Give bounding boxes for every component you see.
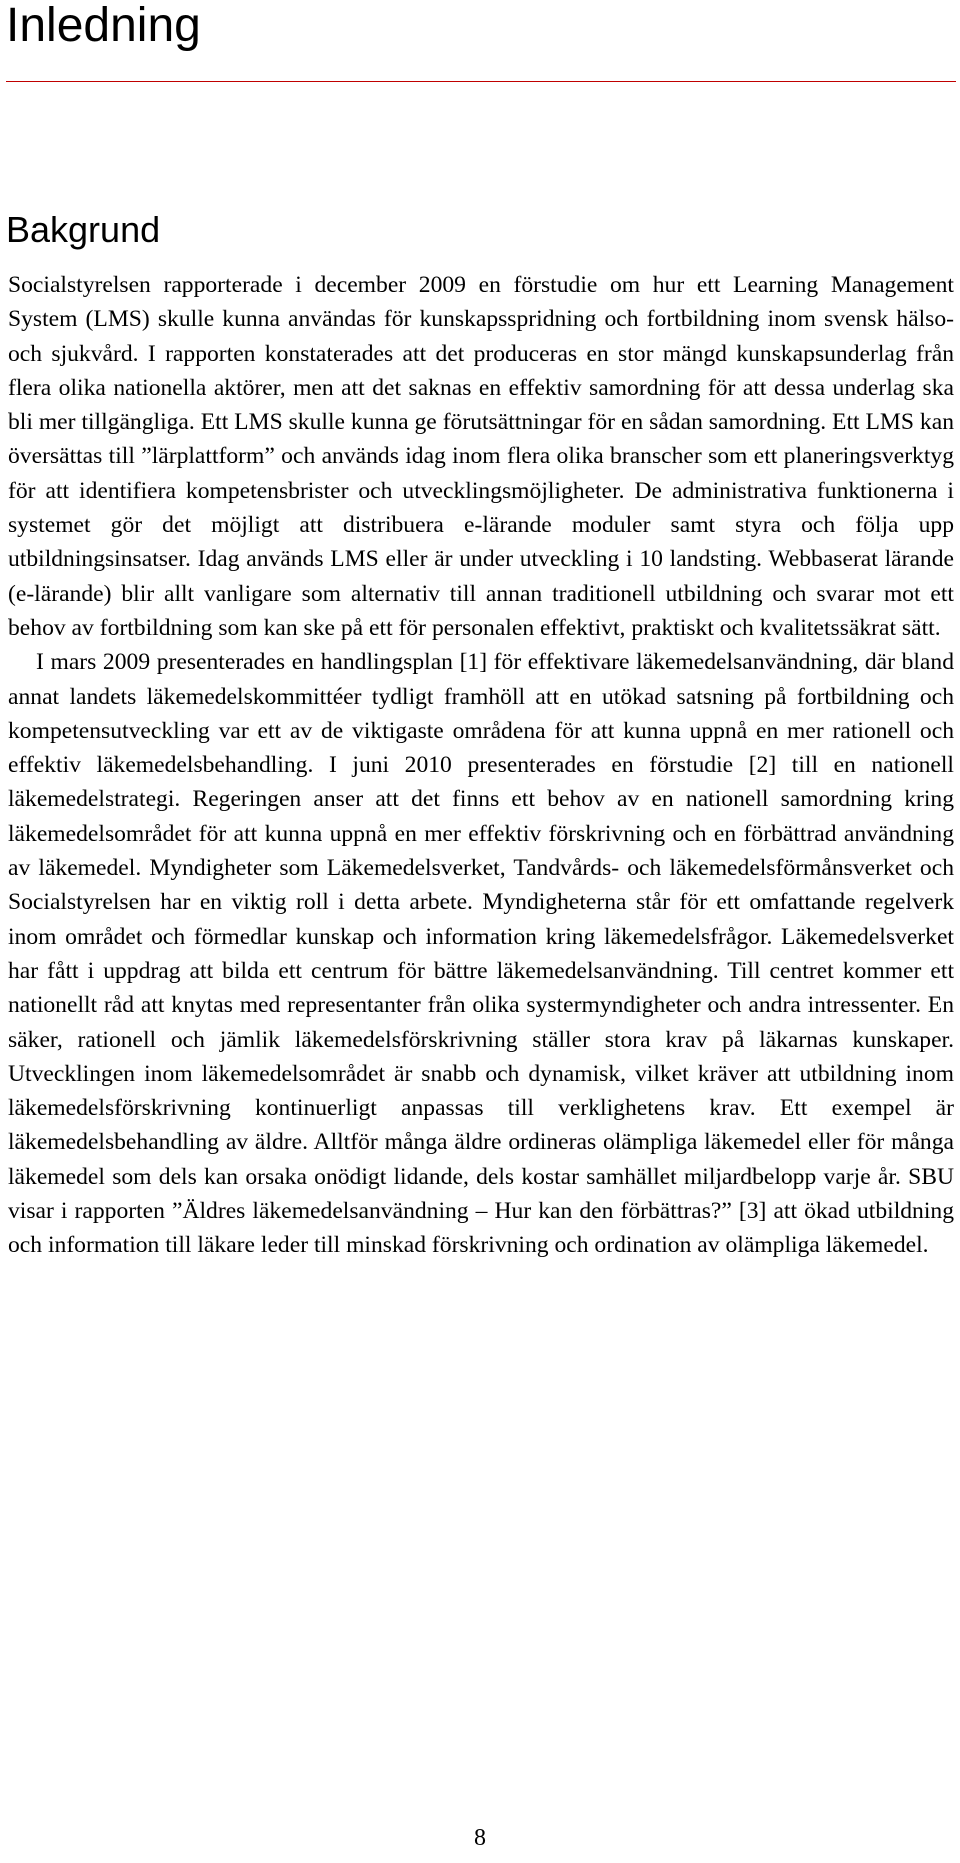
page-number: 8 — [474, 1825, 486, 1851]
section-body — [8, 268, 954, 1263]
section-title: Bakgrund — [6, 209, 161, 250]
paragraph-2: I mars 2009 presenterades en handlingsplan [1] för effektivare läkemedelsanvändning, där bland annat landets läkemedelskommittéer tydligt framhöll att en utökad satsning på fortbildning och kompetensutveckling var ett av de viktigaste områdena för att kunna uppnå en mer rationell och effektiv läkemedelsbehandling. I juni 2010 presenterades en förstudie [2] till en nationell läkemedelstrategi. Regeringen anser att det finns ett behov av en nationell samordning kring läkemedelsområdet för att kunna uppnå en mer effektiv förskrivning och en förbättrad användning av läkemedel. Myndigheter som Läkemedelsverket, Tandvårds- och läkemedelsförmånsverket och Socialstyrelsen har en viktig roll i detta arbete. Myndigheterna står för ett omfattande regelverk inom området och förmedlar kunskap och information kring läkemedelsfrågor. Läkemedelsverket har fått i uppdrag att bilda ett centrum för bättre läkemedelsanvändning. Till centret kommer ett nationellt råd att knytas med representanter från olika systermyndigheter och andra intressenter. En säker, rationell och jämlik läkemedelsförskrivning ställer stora krav på läkarnas kunskaper. Utvecklingen inom läkemedelsområdet är snabb och dynamisk, vilket kräver att utbildning inom läkemedelsförskrivning kontinuerligt anpassas till verklighetens krav. Ett exempel är läkemedelsbehandling av äldre. Alltför många äldre ordineras olämpliga läkemedel eller för många läkemedel som dels kan orsaka onödigt lidande, dels kostar samhället miljardbelopp varje år. SBU visar i rapporten ”Äldres läkemedelsanvändning – Hur kan den förbättras?” [3] att ökad utbildning och information till läkare leder till minskad förskrivning och ordination av olämpliga läkemedel. — [8, 649, 954, 1259]
paragraph-1: Socialstyrelsen rapporterade i december 2009 en förstudie om hur ett Learning Management System (LMS) skulle kunna användas för kunskapsspridning och fortbildning inom svensk hälso- och sjukvård. I rapporten konstaterades att det produceras en stor mängd kunskapsunderlag från flera olika nationella aktörer, men att det saknas en effektiv samordning för att dessa underlag ska bli mer tillgängliga. Ett LMS skulle kunna ge förutsättningar för en sådan samordning. Ett LMS kan översättas till ”lärplattform” och används idag inom flera olika branscher som ett planeringsverktyg för att identifiera kompetensbrister och utvecklingsmöjligheter. De administrativa funktionerna i systemet gör det möjligt att distribuera e-lärande moduler samt styra och följa upp utbildningsinsatser. Idag används LMS eller är under utveckling i 10 landsting. Webbaserat lärande (e-lärande) blir allt vanligare som alternativ till annan traditionell utbildning och svarar mot ett behov av fortbildning som kan ske på ett för personalen effektivt, praktiskt och kvalitetssäkrat sätt. — [8, 272, 954, 641]
chapter-title: Inledning — [6, 0, 201, 52]
chapter-divider — [6, 81, 956, 82]
